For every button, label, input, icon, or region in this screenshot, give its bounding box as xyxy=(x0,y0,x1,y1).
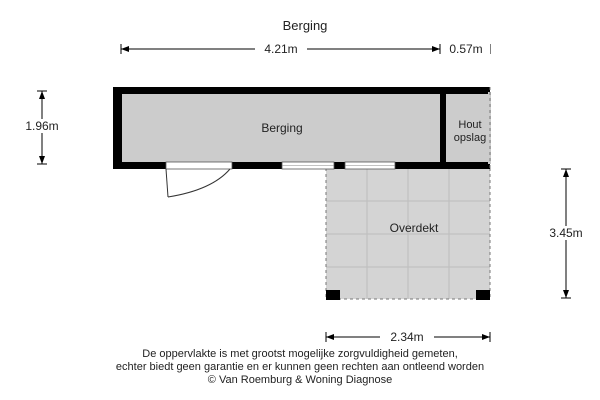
room-berging-label: Berging xyxy=(261,121,303,135)
room-berging xyxy=(113,87,446,169)
disclaimer-line2: echter biedt geen garantie en er kunnen geen rechten aan ontleend worden xyxy=(115,361,485,373)
window-2 xyxy=(345,162,395,169)
room-overdekt xyxy=(326,168,490,300)
plan-title: Berging xyxy=(282,18,328,33)
disclaimer-line3: © Van Roemburg & Woning Diagnose xyxy=(207,374,393,386)
room-overdekt-label: Overdekt xyxy=(389,221,439,235)
disclaimer-line1: De oppervlakte is met grootst mogelijke zorgvuldigheid gemeten, xyxy=(142,348,458,360)
post-right xyxy=(476,290,490,300)
disclaimer xyxy=(0,348,600,387)
dimension-right xyxy=(540,169,592,298)
room-hout-opslag xyxy=(440,87,491,169)
dimension-bottom xyxy=(326,330,490,344)
post-left xyxy=(326,290,340,300)
door xyxy=(166,162,232,197)
window-1 xyxy=(282,162,334,169)
dimension-left-label: 1.96m xyxy=(25,119,59,133)
dimension-left xyxy=(16,91,68,164)
dimension-right-label: 3.45m xyxy=(549,226,583,240)
dimension-top xyxy=(121,42,490,56)
room-hout-label-line2: opslag xyxy=(453,132,487,144)
dimension-bottom-label: 2.34m xyxy=(390,330,424,344)
dimension-top-small-label: 0.57m xyxy=(449,42,483,56)
dimension-top-main-label: 4.21m xyxy=(264,42,298,56)
room-hout-label-line1: Hout xyxy=(458,119,482,131)
